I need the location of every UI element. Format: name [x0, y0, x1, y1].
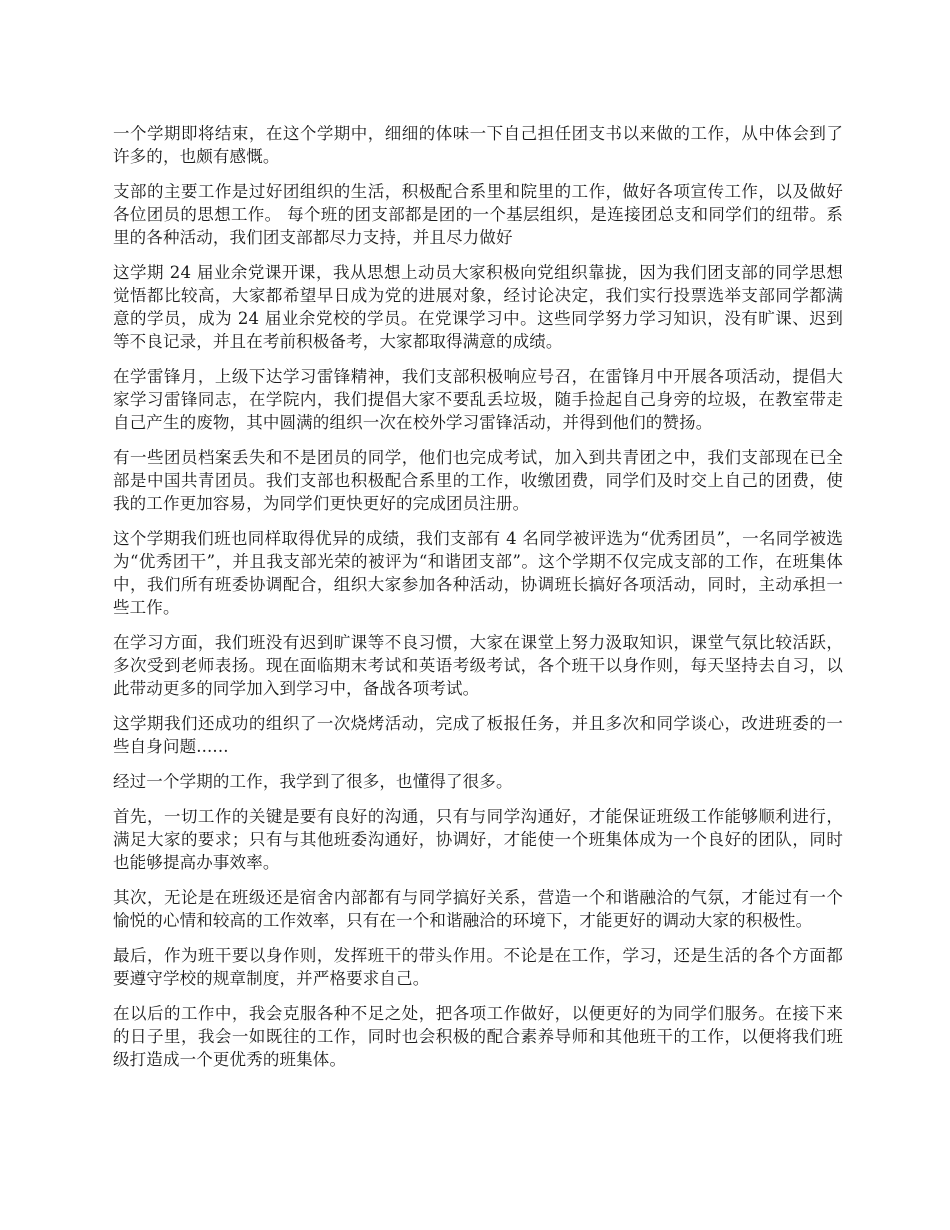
document-body — [113, 122, 843, 1083]
paragraph-7: 在学习方面，我们班没有迟到旷课等不良习惯，大家在课堂上努力汲取知识，课堂气氛比较活跃，多次受到老师表扬。现在面临期末考试和英语考级考试，各个班干以身作则，每天坚持去自习，以此带动更多的同学加入到学习中，备战各项考试。 — [113, 633, 843, 698]
paragraph-3: 这学期 24 届业余党课开课，我从思想上动员大家积极向党组织靠拢，因为我们团支部的同学思想觉悟都比较高，大家都希望早日成为党的进展对象，经讨论决定，我们实行投票选举支部同学都满意的学员，成为 24 届业余党校的学员。在党课学习中。这些同学努力学习知识，没有旷课、迟到等不良记录，并且在考前积极备考，大家都取得满意的成绩。 — [113, 263, 843, 351]
paragraph-12: 最后，作为班干要以身作则，发挥班干的带头作用。不论是在工作，学习，还是生活的各个方面都要遵守学校的规章制度，并严格要求自己。 — [113, 946, 843, 988]
paragraph-13: 在以后的工作中，我会克服各种不足之处，把各项工作做好，以便更好的为同学们服务。在接下来的日子里，我会一如既往的工作，同时也会积极的配合素养导师和其他班干的工作，以便将我们班级打造成一个更优秀的班集体。 — [113, 1004, 843, 1069]
paragraph-1: 一个学期即将结束，在这个学期中，细细的体味一下自己担任团支书以来做的工作，从中体会到了许多的，也颇有感慨。 — [113, 124, 843, 166]
paragraph-8: 这学期我们还成功的组织了一次烧烤活动，完成了板报任务，并且多次和同学谈心，改进班委的一些自身问题...... — [113, 714, 843, 756]
paragraph-2: 支部的主要工作是过好团组织的生活，积极配合系里和院里的工作，做好各项宣传工作，以及做好各位团员的思想工作。 每个班的团支部都是团的一个基层组织，是连接团总支和同学们的纽带。系里的各种活动，我们团支部都尽力支持，并且尽力做好 — [113, 182, 843, 247]
paragraph-5: 有一些团员档案丢失和不是团员的同学，他们也完成考试，加入到共青团之中，我们支部现在已全部是中国共青团员。我们支部也积极配合系里的工作，收缴团费，同学们及时交上自己的团费，使我的工作更加容易，为同学们更快更好的完成团员注册。 — [113, 448, 843, 513]
paragraph-4: 在学雷锋月，上级下达学习雷锋精神，我们支部积极响应号召，在雷锋月中开展各项活动，提倡大家学习雷锋同志，在学院内，我们提倡大家不要乱丢垃圾，随手捡起自己身旁的垃圾，在教室带走自己产生的废物，其中圆满的组织一次在校外学习雷锋活动，并得到他们的赞扬。 — [113, 367, 843, 432]
paragraph-11: 其次，无论是在班级还是宿舍内部都有与同学搞好关系，营造一个和谐融洽的气氛，才能过有一个愉悦的心情和较高的工作效率，只有在一个和谐融洽的环境下，才能更好的调动大家的积极性。 — [113, 888, 843, 930]
paragraph-10: 首先，一切工作的关键是要有良好的沟通，只有与同学沟通好，才能保证班级工作能够顺利进行，满足大家的要求；只有与其他班委沟通好，协调好，才能使一个班集体成为一个良好的团队，同时也能够提高办事效率。 — [113, 807, 843, 872]
paragraph-6: 这个学期我们班也同样取得优异的成绩，我们支部有 4 名同学被评选为“优秀团员”，一名同学被选为“优秀团干”，并且我支部光荣的被评为“和谐团支部”。这个学期不仅完成支部的工作，在班集体中，我们所有班委协调配合，组织大家参加各种活动，协调班长搞好各项活动，同时，主动承担一些工作。 — [113, 529, 843, 617]
paragraph-9: 经过一个学期的工作，我学到了很多，也懂得了很多。 — [113, 772, 513, 791]
